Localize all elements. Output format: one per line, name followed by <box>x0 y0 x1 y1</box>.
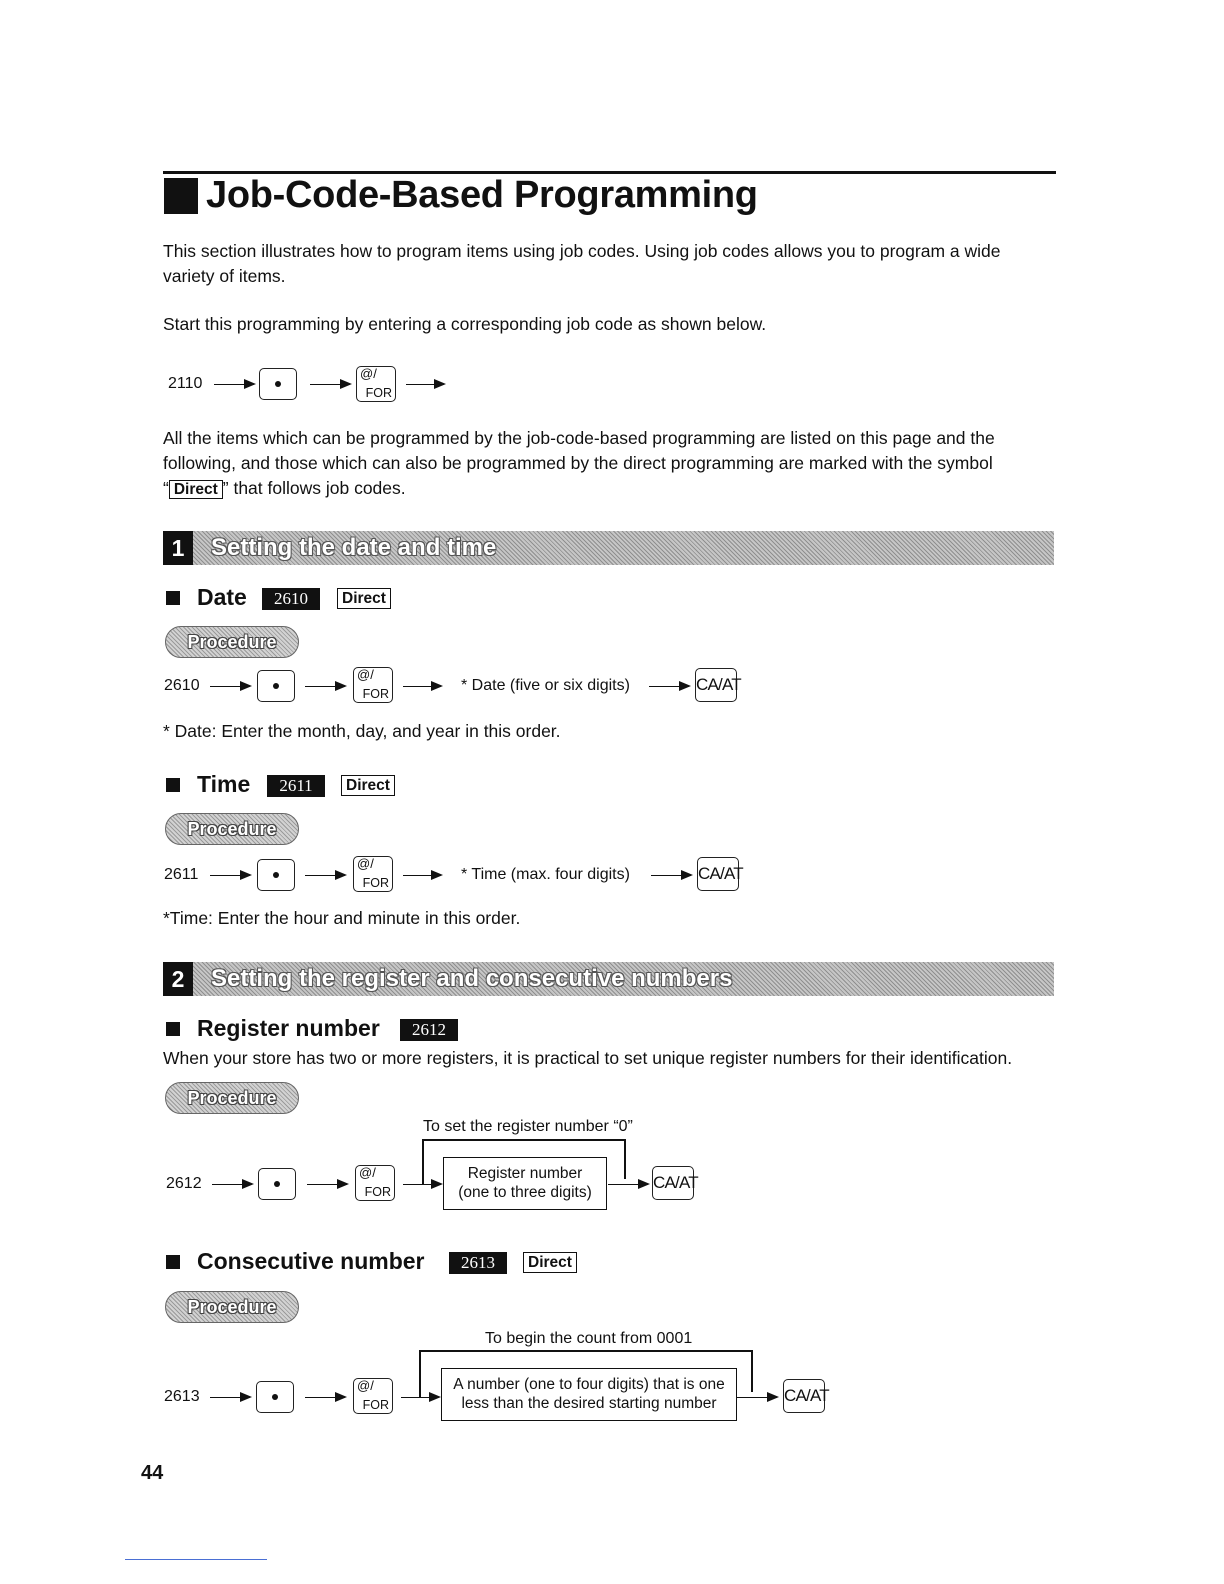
bypass-line <box>419 1350 752 1352</box>
ca-at-key: CA/AT <box>783 1379 825 1413</box>
consecutive-procedure-label: Procedure <box>165 1291 299 1323</box>
time-job-code: 2611 <box>267 775 325 797</box>
bypass-line <box>624 1139 626 1179</box>
sequence-code: 2611 <box>164 866 199 883</box>
section-1-header <box>163 531 1054 565</box>
section-2-title: Setting the register and consecutive numbers <box>211 965 733 992</box>
section-2-number: 2 <box>163 962 193 996</box>
consecutive-number-entry-box: A number (one to four digits) that is one less than the desired starting number <box>441 1368 737 1421</box>
bypass-line <box>751 1350 753 1392</box>
arrow-icon <box>305 686 345 687</box>
arrow-icon <box>310 384 350 385</box>
decimal-point-key <box>257 859 295 891</box>
consecutive-number-heading: Consecutive number <box>197 1248 425 1274</box>
direct-symbol: Direct <box>169 480 223 499</box>
arrow-icon <box>649 686 689 687</box>
arrow-icon <box>403 1184 441 1185</box>
decimal-point-key <box>257 670 295 702</box>
arrow-icon <box>608 1184 648 1185</box>
bypass-line <box>422 1139 424 1184</box>
sequence-code: 2612 <box>166 1175 202 1192</box>
time-direct-badge: Direct <box>341 775 395 796</box>
register-number-heading: Register number <box>197 1015 380 1041</box>
ca-at-key: CA/AT <box>652 1166 694 1200</box>
ca-at-key: CA/AT <box>697 857 739 891</box>
arrow-icon <box>406 384 444 385</box>
section-1-title: Setting the date and time <box>211 534 497 561</box>
at-for-key: @/ FOR <box>355 1165 395 1201</box>
sequence-code: 2110 <box>168 375 203 392</box>
section-1-number: 1 <box>163 531 193 565</box>
consecutive-bypass-label: To begin the count from 0001 <box>485 1330 693 1347</box>
intro-instruction: Start this programming by entering a corresponding job code as shown below. <box>163 314 767 334</box>
at-for-key: @/ FOR <box>356 366 396 402</box>
decimal-point-key <box>259 368 297 400</box>
arrow-icon <box>403 686 441 687</box>
arrow-icon <box>214 384 254 385</box>
bypass-line <box>419 1350 421 1397</box>
arrow-icon <box>305 1397 345 1398</box>
intro-explanation: All the items which can be programmed by the job-code-based programming are listed on this page and the following, and those which can also be programmed by the direct programming are marked with the symbol “ Direct ” that follows job codes. <box>163 428 995 498</box>
date-procedure-label: Procedure <box>165 626 299 658</box>
register-description: When your store has two or more registers, it is practical to set unique register numbers for their identification. <box>163 1048 1013 1068</box>
arrow-icon <box>210 875 250 876</box>
at-for-key: @/ FOR <box>353 856 393 892</box>
arrow-icon <box>210 686 250 687</box>
time-heading: Time <box>197 771 251 797</box>
date-note: * Date: Enter the month, day, and year in this order. <box>163 721 561 741</box>
consecutive-job-code: 2613 <box>449 1252 507 1274</box>
bullet-icon <box>166 1255 180 1269</box>
register-bypass-label: To set the register number “0” <box>423 1118 633 1135</box>
sequence-code: 2613 <box>164 1388 200 1405</box>
time-procedure-label: Procedure <box>165 813 299 845</box>
at-for-key: @/ FOR <box>353 667 393 703</box>
ca-at-key: CA/AT <box>695 668 737 702</box>
intro-paragraph: This section illustrates how to program items using job codes. Using job codes allows you to program a wide variety of items. <box>163 241 1001 286</box>
bullet-icon <box>166 778 180 792</box>
page-number: 44 <box>141 1462 164 1484</box>
date-direct-badge: Direct <box>337 588 391 609</box>
register-job-code: 2612 <box>400 1019 458 1041</box>
date-entry-text: * Date (five or six digits) <box>461 677 630 694</box>
arrow-icon <box>305 875 345 876</box>
footer-rule <box>125 1559 267 1560</box>
time-entry-text: * Time (max. four digits) <box>461 866 630 883</box>
arrow-icon <box>403 875 441 876</box>
arrow-icon <box>210 1397 250 1398</box>
arrow-icon <box>651 875 691 876</box>
bullet-icon <box>166 591 180 605</box>
bullet-icon <box>166 1022 180 1036</box>
consecutive-direct-badge: Direct <box>523 1252 577 1273</box>
page-title: Job-Code-Based Programming <box>206 174 758 216</box>
arrow-icon <box>401 1397 439 1398</box>
decimal-point-key <box>256 1381 294 1413</box>
register-number-entry-box: Register number (one to three digits) <box>443 1157 607 1210</box>
date-job-code: 2610 <box>262 588 320 610</box>
bypass-line <box>422 1139 625 1141</box>
title-block-marker <box>164 178 198 214</box>
section-2-header <box>163 962 1054 996</box>
register-procedure-label: Procedure <box>165 1082 299 1114</box>
date-heading: Date <box>197 584 247 610</box>
decimal-point-key <box>258 1168 296 1200</box>
arrow-icon <box>212 1184 252 1185</box>
time-note: *Time: Enter the hour and minute in this order. <box>163 908 521 928</box>
sequence-code: 2610 <box>164 677 200 694</box>
at-for-key: @/ FOR <box>353 1378 393 1414</box>
arrow-icon <box>737 1397 777 1398</box>
arrow-icon <box>307 1184 347 1185</box>
